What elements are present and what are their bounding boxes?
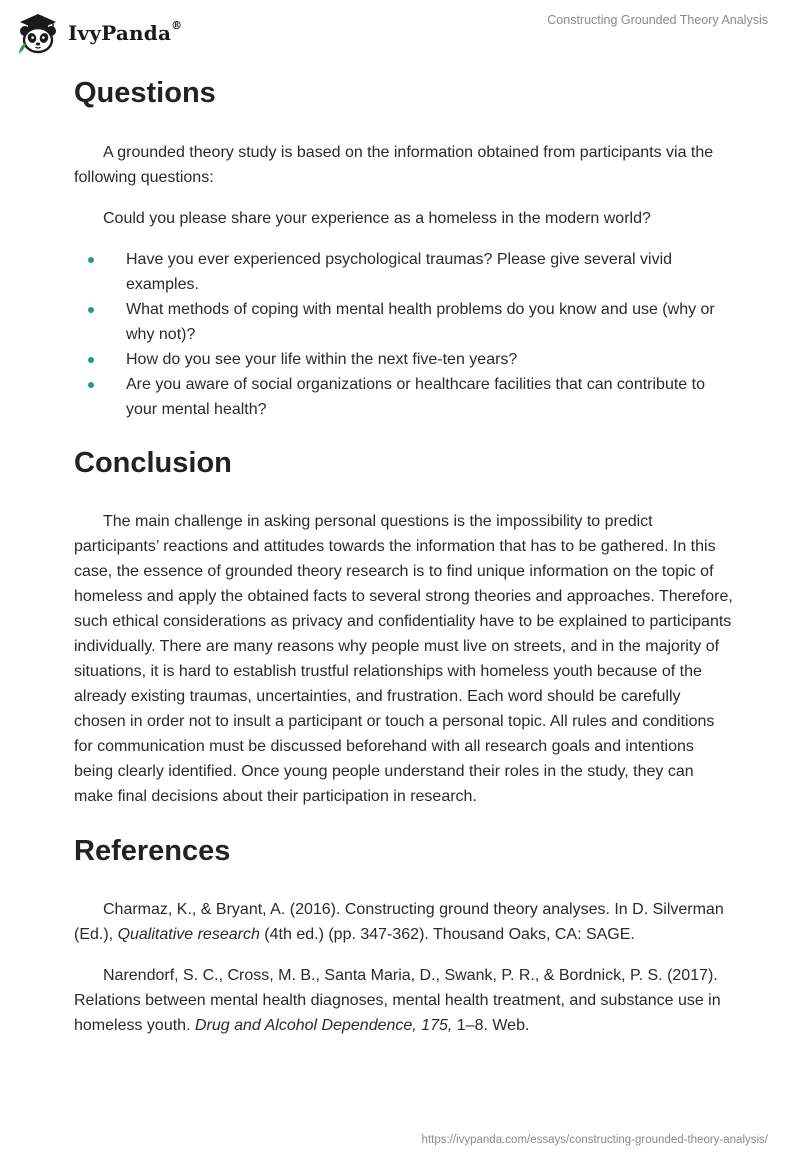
- question-list: [74, 247, 724, 422]
- page-header: [0, 0, 800, 70]
- registered-mark: ®: [171, 19, 183, 32]
- questions-section: [74, 74, 734, 422]
- list-item-text: Are you aware of social organizations or healthcare facilities that can contribute to your mental health?: [126, 376, 705, 418]
- footer-url[interactable]: https://ivypanda.com/essays/constructing-grounded-theory-analysis/: [421, 1134, 768, 1146]
- panda-graduate-icon: [14, 9, 62, 57]
- logo-wordmark: [68, 21, 182, 45]
- list-item-text: Have you ever experienced psychological traumas? Please give several vivid examples.: [126, 251, 673, 293]
- bullet-icon: [88, 382, 94, 388]
- list-item: [74, 372, 724, 422]
- essay-content: [74, 72, 734, 1038]
- references-section: [74, 832, 734, 1038]
- reference-item: [74, 897, 734, 947]
- references-heading: References: [74, 835, 231, 867]
- document-title: Constructing Grounded Theory Analysis: [547, 13, 768, 27]
- list-item: [74, 347, 724, 372]
- logo-text: IvyPanda: [68, 21, 172, 45]
- list-item-text: How do you see your life within the next five-ten years?: [126, 351, 518, 368]
- reference-source-title: Drug and Alcohol Dependence, 175,: [194, 1017, 453, 1034]
- conclusion-body: The main challenge in asking personal questions is the impossibility to predict participants’ reactions and attitudes towards the information that has to be gathered. In this case, the essence of grounded theory research is to find unique information on the topic of homeless and apply the obtained facts to several strong theories and approaches. Therefore, such ethical considerations as privacy and confidentiality have to be explained to participants individually. There are many reasons why people must live on streets, and in the majority of situations, it is hard to establish trustful relationships with homeless youth because of the already existing traumas, uncertainties, and frustration. Each word should be carefully chosen in order not to insult a participant or touch a personal topic. All rules and conditions for communication must be discussed beforehand with all research goals and intentions being clearly identified. Once young people understand their roles in the study, they can make final decisions about their participation in research.: [74, 513, 733, 805]
- list-item: [74, 297, 724, 347]
- conclusion-section: [74, 444, 734, 809]
- bullet-icon: [88, 307, 94, 313]
- bullet-icon: [88, 257, 94, 263]
- conclusion-heading: Conclusion: [74, 447, 232, 479]
- reference-item: [74, 963, 734, 1038]
- questions-intro: A grounded theory study is based on the information obtained from participants via the following questions:: [74, 144, 714, 186]
- reference-source-title: Qualitative research: [117, 926, 260, 943]
- lead-question: Could you please share your experience as a homeless in the modern world?: [103, 210, 651, 227]
- list-item-text: What methods of coping with mental health problems do you know and use (why or why not)?: [126, 301, 715, 343]
- ivypanda-logo[interactable]: [14, 9, 189, 57]
- questions-heading: Questions: [74, 77, 216, 109]
- reference-text: Narendorf, S. C., Cross, M. B., Santa Maria, D., Swank, P. R., & Bordnick, P. S. (2017). Relations between mental health diagnoses, mental health treatment, and substance use in homeless youth.: [74, 967, 721, 1034]
- reference-text: 1–8. Web.: [452, 1017, 530, 1034]
- bullet-icon: [88, 357, 94, 363]
- reference-text: Charmaz, K., & Bryant, A. (2016). Constructing ground theory analyses. In D. Silverman (Ed.),: [74, 901, 724, 943]
- reference-text: (4th ed.) (pp. 347-362). Thousand Oaks, CA: SAGE.: [259, 926, 635, 943]
- list-item: [74, 247, 724, 297]
